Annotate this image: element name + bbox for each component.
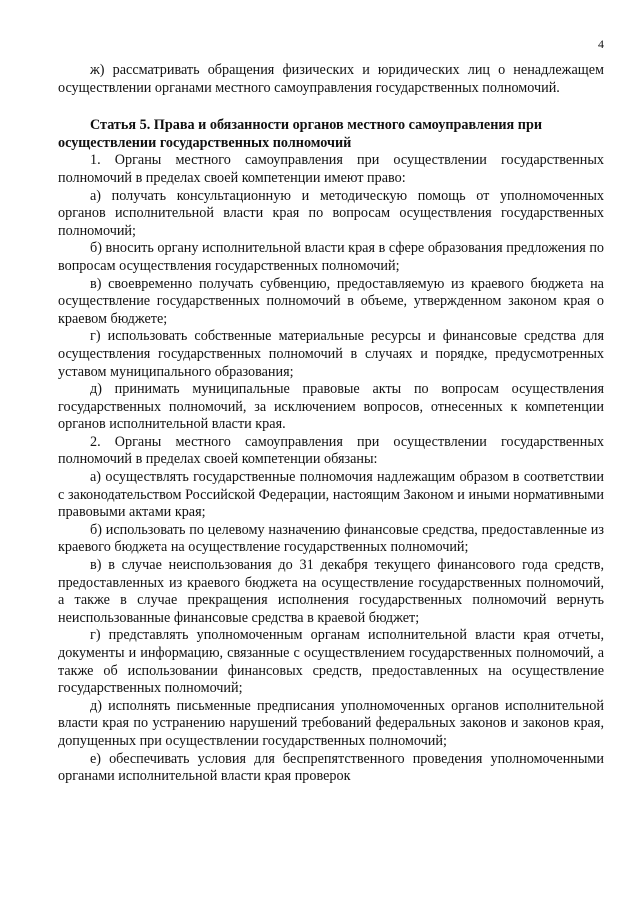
paragraph-1d: д) принимать муниципальные правовые акты по вопросам осуществления государственных полномочий, за исключением вопросов, отнесенных к компетенции органов исполнительной власти края. xyxy=(58,381,604,433)
document-body xyxy=(58,62,604,786)
paragraph-2v: в) в случае неиспользования до 31 декабря текущего финансового года средств, предоставленных из краевого бюджета на осуществление государственных полномочий, а также в случае прекращения исполнения государственных полномочий вернуть неиспользованные финансовые средства в краевой бюджет; xyxy=(58,557,604,626)
paragraph-1g: г) использовать собственные материальные ресурсы и финансовые средства для осуществления государственных полномочий в случаях и порядке, предусмотренных уставом муниципального образования; xyxy=(58,328,604,380)
paragraph-2d: д) исполнять письменные предписания уполномоченных органов исполнительной власти края по устранению нарушений требований федеральных законов и законов края, допущенных при осуществлении государственных полномочий; xyxy=(58,697,604,749)
paragraph-2b: б) использовать по целевому назначению финансовые средства, предоставленные из краевого бюджета на осуществление государственных полномочий; xyxy=(58,521,604,556)
paragraph-1: 1. Органы местного самоуправления при осуществлении государственных полномочий в пределах своей компетенции имеют право: xyxy=(58,152,604,186)
paragraph-2: 2. Органы местного самоуправления при осуществлении государственных полномочий в пределах своей компетенции обязаны: xyxy=(58,433,604,468)
paragraph-1v: в) своевременно получать субвенцию, предоставляемую из краевого бюджета на осуществление государственных полномочий в объеме, утвержденном законом края о краевом бюджете; xyxy=(58,275,604,327)
paragraph-2a: а) осуществлять государственные полномочия надлежащим образом в соответствии с законодательством Российской Федерации, настоящим Законом и иными нормативными правовыми актами края; xyxy=(58,469,604,521)
page-number: 4 xyxy=(598,37,604,51)
paragraph-zh: ж) рассматривать обращения физических и юридических лиц о ненадлежащем осуществлении органами местного самоуправления государственных полномочий. xyxy=(58,62,604,96)
paragraph-2e: е) обеспечивать условия для беспрепятственного проведения уполномоченными органами исполнительной власти края проверок xyxy=(58,750,604,785)
paragraph-1b: б) вносить органу исполнительной власти края в сфере образования предложения по вопросам осуществления государственных полномочий; xyxy=(58,240,604,274)
article-heading: Статья 5. Права и обязанности органов местного самоуправления при осуществлении государственных полномочий xyxy=(58,117,543,151)
paragraph-2g: г) представлять уполномоченным органам исполнительной власти края отчеты, документы и информацию, связанные с осуществлением государственных полномочий, а также об использовании финансовых средств, предоставленных на осуществление государственных полномочий; xyxy=(58,627,604,697)
paragraph-1a: а) получать консультационную и методическую помощь от уполномоченных органов исполнительной власти края по вопросам осуществления государственных полномочий; xyxy=(58,187,604,239)
